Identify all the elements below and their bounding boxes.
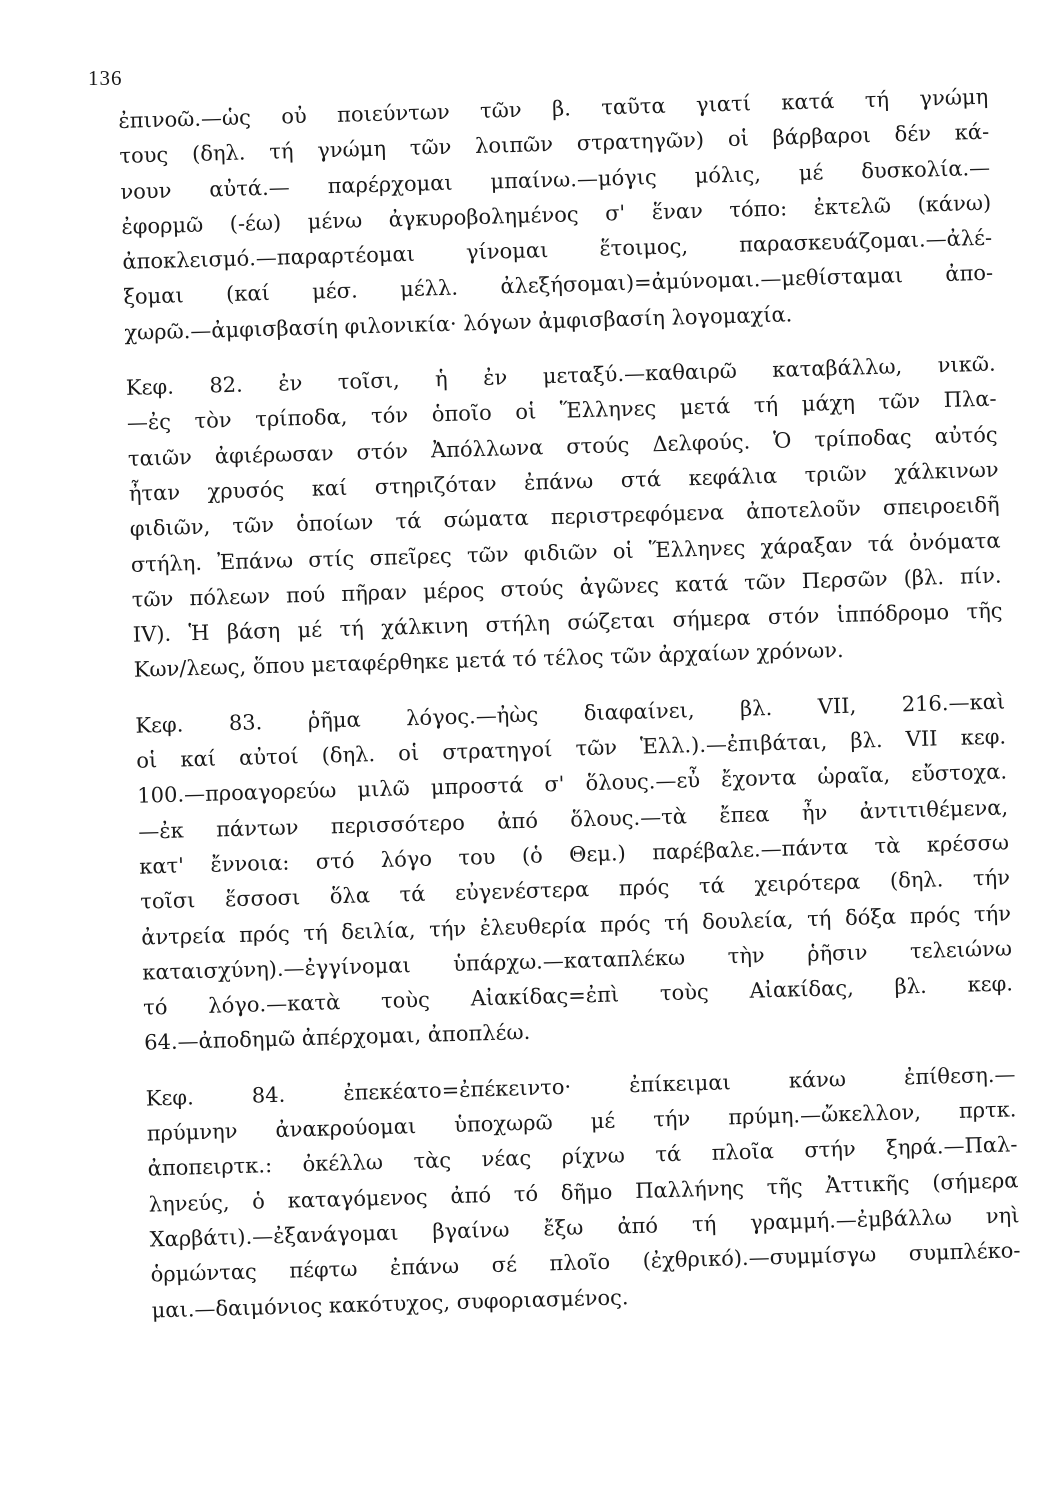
text-line: ἐφορμῶ (-έω) μένω ἀγκυροβολημένος σ' ἕναν τόπο: ἐκτελῶ (κάνω) <box>121 190 992 239</box>
text-line: τό λόγο.—κατὰ τοὺς Αἰακίδας=ἐπὶ τοὺς Αἰακίδας, βλ. κεφ. <box>142 971 1014 1020</box>
text-line: Κων/λεως, ὅπου μεταφέρθηκε μετά τό τέλος τῶν ἀρχαίων χρόνων. <box>133 638 844 683</box>
chapter-83-heading-line: Κεφ. 83. ῥῆμα λόγος.—ἠὼς διαφαίνει, βλ. VII, 216.—καὶ <box>135 689 1006 738</box>
text-line: ταιῶν ἀφιέρωσαν στόν Ἀπόλλωνα στούς Δελφούς. Ὁ τρίποδας αὐτός <box>127 422 998 471</box>
page-number: 136 <box>88 66 123 90</box>
text-line: ἐπινοῶ.—ὡς οὐ ποιεύντων τῶν β. ταῦτα γιατί κατά τή γνώμη <box>118 84 989 133</box>
text-line: κατ' ἔννοια: στό λόγο του (ὁ Θεμ.) παρέβαλε.—πάντα τὰ κρέσσω <box>138 830 1010 879</box>
chapter-82-heading-line: Κεφ. 82. ἐν τοῖσι, ἡ ἐν μεταξύ.—καθαιρῶ καταβάλλω, νικῶ. <box>125 351 996 400</box>
text-line: ἦταν χρυσός καί στηριζόταν ἐπάνω στά κεφάλια τριῶν χάλκινων <box>128 457 999 506</box>
text-line: καταισχύνη).—ἐγγίνομαι ὑπάρχω.—καταπλέκω τὴν ῥῆσιν τελειώνω <box>141 936 1013 985</box>
commentary-text <box>118 80 1022 1329</box>
text-line: —ἐς τὸν τρίποδα, τόν ὁποῖο οἱ Ἕλληνες μετά τή μάχη τῶν Πλα- <box>126 386 997 436</box>
text-line: στήλη. Ἐπάνω στίς σπεῖρες τῶν φιδιῶν οἱ Ἕλληνες χάραξαν τά ὀνόματα <box>130 528 1001 577</box>
text-line: νουν αὐτά.— παρέρχομαι μπαίνω.—μόγις μόλις, μέ δυσκολία.— <box>120 155 991 204</box>
text-line: χωρῶ.—ἀμφισβασίη φιλονικία· λόγων ἀμφισβασίη λογομαχία. <box>124 302 793 345</box>
text-line: Χαρβάτι).—ἐξανάγομαι βγαίνω ἔξω ἀπό τή γραμμή.—ἐμβάλλω νηὶ <box>149 1203 1020 1252</box>
text-line: τους (δηλ. τή γνώμη τῶν λοιπῶν στρατηγῶν) οἱ βάρβαροι δέν κά- <box>119 119 990 169</box>
text-line: ὁρμώντας πέφτω ἐπάνω σέ πλοῖο (ἐχθρικό).—συμμίσγω συμπλέκο- <box>150 1238 1021 1287</box>
text-line: ἀποπειρτκ.: ὀκέλλω τὰς νέας ρίχνω τά πλοῖα στήν ξηρά.—Παλ- <box>147 1132 1018 1181</box>
text-line: ληνεύς, ὁ καταγόμενος ἀπό τό δῆμο Παλλήνης τῆς Ἀττικῆς (σήμερα <box>148 1167 1019 1217</box>
chapter-84-heading-line: Κεφ. 84. ἐπεκέατο=ἐπέκειντο· ἐπίκειμαι κάνω ἐπίθεση.— <box>145 1062 1016 1111</box>
text-line: φιδιῶν, τῶν ὁποίων τά σώματα περιστρεφόμενα ἀποτελοῦν σπειροειδῆ <box>129 492 1000 542</box>
text-line: τοῖσι ἕσσοσι ὅλα τά εὐγενέστερα πρός τά χειρότερα (δηλ. τήν <box>139 865 1011 914</box>
text-line: οἱ καί αὐτοί (δηλ. οἱ στρατηγοί τῶν Ἑλλ.).—ἐπιβάται, βλ. VII κεφ. <box>136 724 1007 773</box>
text-line: μαι.—δαιμόνιος κακότυχος, συφοριασμένος. <box>151 1284 629 1323</box>
text-line: ξομαι (καί μέσ. μέλλ. ἀλεξήσομαι)=ἀμύνομαι.—μεθίσταμαι ἀπο- <box>123 261 994 310</box>
text-line: —ἐκ πάντων περισσότερο ἀπό ὅλους.—τὰ ἔπεα ἦν ἀντιτιθέμενα, <box>137 795 1009 844</box>
text-line: IV). Ἡ βάση μέ τή χάλκινη στήλη σώζεται σήμερα στόν ἱππόδρομο τῆς <box>132 598 1003 647</box>
text-line: ἀντρεία πρός τή δειλία, τήν ἐλευθερία πρός τή δουλεία, τή δόξα πρός τήν <box>140 900 1012 950</box>
text-line: τῶν πόλεων πού πῆραν μέρος στούς ἀγῶνες κατά τῶν Περσῶν (βλ. πίν. <box>131 563 1002 612</box>
text-line: 64.—ἀποδημῶ ἀπέρχομαι, ἀποπλέω. <box>143 1020 531 1056</box>
text-line: 100.—προαγορεύω μιλῶ μπροστά σ' ὅλους.—εὖ ἔχοντα ὡραῖα, εὔστοχα. <box>136 759 1008 809</box>
text-line: ἀποκλεισμό.—παραρτέομαι γίνομαι ἕτοιμος, παρασκευάζομαι.—ἀλέ- <box>122 225 993 275</box>
text-line: πρύμνην ἀνακρούομαι ὑποχωρῶ μέ τήν πρύμη.—ὤκελλον, πρτκ. <box>146 1097 1017 1146</box>
